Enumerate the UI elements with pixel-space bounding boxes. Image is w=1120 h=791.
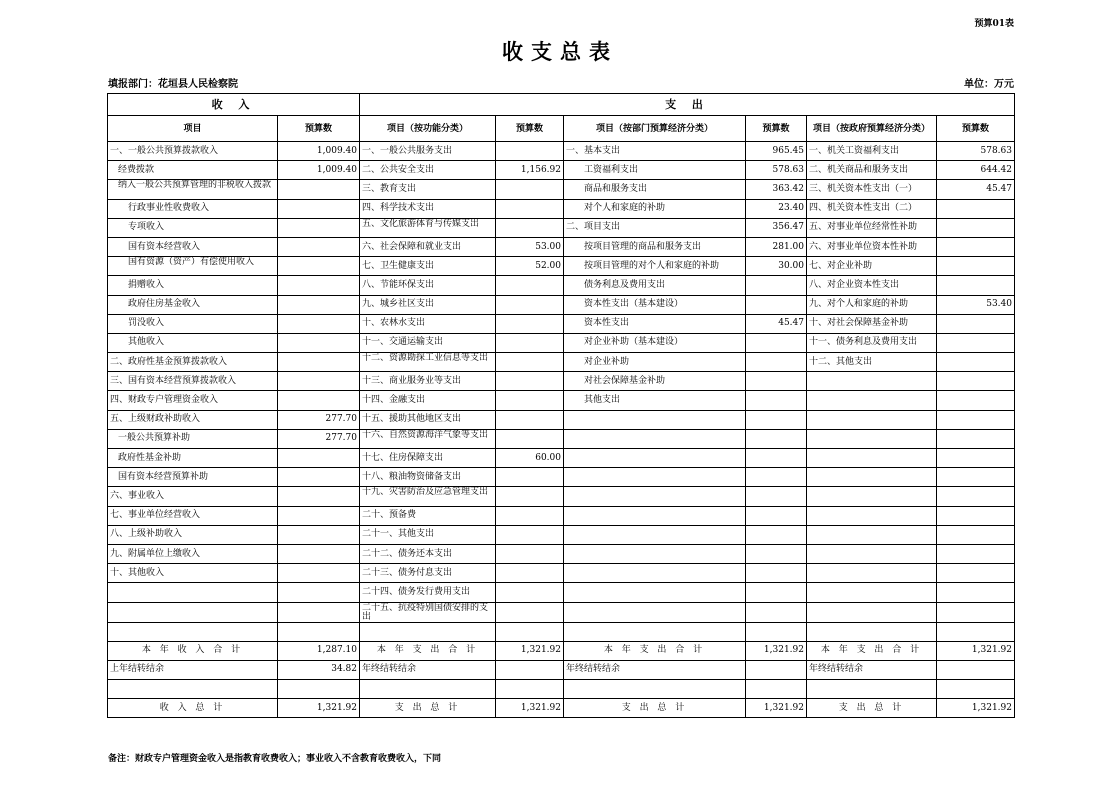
amount-cell <box>937 525 1015 544</box>
blank-cell <box>746 680 807 699</box>
item-cell <box>807 487 937 506</box>
amount-cell <box>496 544 564 563</box>
amount-cell <box>496 199 564 218</box>
footnote: 备注：财政专户管理资金收入是指教育收费收入；事业收入不含教育收费收入，下同 <box>108 754 442 764</box>
table-row <box>108 161 1015 180</box>
amount-cell <box>278 449 360 468</box>
amount-cell: 1,156.92 <box>496 161 564 180</box>
item-cell: 十二、其他支出 <box>807 353 937 372</box>
amount-cell: 53.40 <box>937 295 1015 314</box>
item-cell: 九、对个人和家庭的补助 <box>807 295 937 314</box>
item-cell: 三、教育支出 <box>360 180 496 199</box>
table-row <box>108 372 1015 391</box>
table-row <box>108 544 1015 563</box>
year-expense-total-label: 本 年 支 出 合 计 <box>807 641 937 660</box>
income-grand-total-label: 收 入 总 计 <box>108 699 278 718</box>
amount-cell <box>496 602 564 622</box>
table-row <box>108 487 1015 506</box>
amount-cell <box>746 525 807 544</box>
amount-cell: 45.47 <box>746 314 807 333</box>
item-cell <box>564 622 746 641</box>
amount-cell <box>278 602 360 622</box>
amount-cell <box>746 410 807 429</box>
blank-cell <box>278 680 360 699</box>
item-cell: 一、一般公共服务支出 <box>360 142 496 161</box>
amount-cell <box>496 506 564 525</box>
amount-cell <box>278 237 360 256</box>
column-header: 项目 <box>108 116 278 142</box>
item-cell: 二、公共安全支出 <box>360 161 496 180</box>
amount-cell <box>278 276 360 295</box>
item-cell <box>564 564 746 583</box>
item-cell: 国有资本经营预算补助 <box>108 468 278 487</box>
item-cell: 十、对社会保障基金补助 <box>807 314 937 333</box>
amount-cell <box>496 276 564 295</box>
income-grand-total-value: 1,321.92 <box>278 699 360 718</box>
amount-cell <box>496 353 564 372</box>
item-cell <box>564 602 746 622</box>
amount-cell <box>496 564 564 583</box>
table-row <box>108 622 1015 641</box>
item-cell: 四、科学技术支出 <box>360 199 496 218</box>
item-cell: 政府住房基金收入 <box>108 295 278 314</box>
expense-grand-total-label: 支 出 总 计 <box>807 699 937 718</box>
amount-cell <box>937 333 1015 352</box>
year-income-total-label: 本 年 收 入 合 计 <box>108 641 278 660</box>
amount-cell <box>937 622 1015 641</box>
item-cell <box>564 429 746 448</box>
item-cell <box>807 506 937 525</box>
item-cell <box>564 583 746 602</box>
item-cell: 四、机关资本性支出（二） <box>807 199 937 218</box>
prev-carry-label: 上年结转结余 <box>108 660 278 679</box>
amount-cell <box>278 564 360 583</box>
amount-cell <box>937 468 1015 487</box>
item-cell: 一、一般公共预算拨款收入 <box>108 142 278 161</box>
table-row <box>108 333 1015 352</box>
expense-grand-total-value: 1,321.92 <box>937 699 1015 718</box>
amount-cell <box>746 487 807 506</box>
item-cell: 十四、金融支出 <box>360 391 496 410</box>
item-cell: 国有资本经营收入 <box>108 237 278 256</box>
item-cell <box>807 468 937 487</box>
amount-cell <box>937 564 1015 583</box>
amount-cell <box>278 583 360 602</box>
item-cell: 十、农林水支出 <box>360 314 496 333</box>
blank-cell <box>564 680 746 699</box>
amount-cell <box>746 391 807 410</box>
item-cell: 一、机关工资福利支出 <box>807 142 937 161</box>
table-row <box>108 142 1015 161</box>
amount-cell <box>278 218 360 237</box>
amount-cell <box>746 333 807 352</box>
item-cell: 按项目管理的对个人和家庭的补助 <box>564 257 746 276</box>
amount-cell <box>937 372 1015 391</box>
amount-cell: 363.42 <box>746 180 807 199</box>
column-header: 项目（按部门预算经济分类） <box>564 116 746 142</box>
amount-cell <box>496 333 564 352</box>
item-cell: 十三、商业服务业等支出 <box>360 372 496 391</box>
amount-cell <box>278 180 360 199</box>
amount-cell <box>278 391 360 410</box>
item-cell: 十六、自然资源海洋气象等支出 <box>360 429 496 448</box>
amount-cell: 281.00 <box>746 237 807 256</box>
column-header: 预算数 <box>278 116 360 142</box>
table-row <box>108 353 1015 372</box>
item-cell: 二十二、债务还本支出 <box>360 544 496 563</box>
prev-carry-value: 34.82 <box>278 660 360 679</box>
amount-cell <box>496 429 564 448</box>
amount-cell <box>937 487 1015 506</box>
amount-cell: 277.70 <box>278 429 360 448</box>
amount-cell <box>278 199 360 218</box>
page-title: 收支总表 <box>502 39 618 64</box>
blank-cell <box>360 680 496 699</box>
item-cell: 二、政府性基金预算拨款收入 <box>108 353 278 372</box>
item-cell <box>564 410 746 429</box>
column-header: 预算数 <box>496 116 564 142</box>
column-header: 项目（按政府预算经济分类） <box>807 116 937 142</box>
table-row <box>108 602 1015 622</box>
blank-cell <box>937 680 1015 699</box>
year-income-total-value: 1,287.10 <box>278 641 360 660</box>
item-cell: 一、基本支出 <box>564 142 746 161</box>
amount-cell <box>937 199 1015 218</box>
table-row <box>108 506 1015 525</box>
income-section-header: 收 入 <box>108 94 360 116</box>
amount-cell <box>937 449 1015 468</box>
item-cell: 二十五、抗疫特别国债安排的支出 <box>360 602 496 622</box>
amount-cell <box>496 468 564 487</box>
item-cell <box>807 429 937 448</box>
amount-cell <box>278 525 360 544</box>
item-cell: 二、项目支出 <box>564 218 746 237</box>
amount-cell: 277.70 <box>278 410 360 429</box>
item-cell <box>807 410 937 429</box>
amount-cell <box>746 564 807 583</box>
department-label: 填报部门：花垣县人民检察院 <box>108 79 238 90</box>
item-cell <box>108 622 278 641</box>
blank-row <box>108 680 1015 699</box>
amount-cell <box>278 544 360 563</box>
item-cell: 三、机关资本性支出（一） <box>807 180 937 199</box>
amount-cell: 52.00 <box>496 257 564 276</box>
item-cell: 对社会保障基金补助 <box>564 372 746 391</box>
end-carry-value <box>496 660 564 679</box>
table-row <box>108 237 1015 256</box>
item-cell: 二十三、债务付息支出 <box>360 564 496 583</box>
item-cell: 对个人和家庭的补助 <box>564 199 746 218</box>
item-cell: 对企业补助 <box>564 353 746 372</box>
item-cell <box>807 622 937 641</box>
item-cell: 十二、资源勘探工业信息等支出 <box>360 353 496 372</box>
item-cell: 其他支出 <box>564 391 746 410</box>
table-row <box>108 410 1015 429</box>
year-expense-total-value: 1,321.92 <box>496 641 564 660</box>
amount-cell <box>278 333 360 352</box>
end-carry-value <box>937 660 1015 679</box>
item-cell <box>564 468 746 487</box>
item-cell: 债务利息及费用支出 <box>564 276 746 295</box>
item-cell: 政府性基金补助 <box>108 449 278 468</box>
table-number: 预算01表 <box>974 19 1014 29</box>
amount-cell: 53.00 <box>496 237 564 256</box>
item-cell: 十、其他收入 <box>108 564 278 583</box>
amount-cell <box>496 391 564 410</box>
item-cell: 八、上级补助收入 <box>108 525 278 544</box>
end-carry-label: 年终结转结余 <box>807 660 937 679</box>
year-expense-total-value: 1,321.92 <box>746 641 807 660</box>
amount-cell <box>937 314 1015 333</box>
item-cell: 行政事业性收费收入 <box>108 199 278 218</box>
blank-cell <box>496 680 564 699</box>
amount-cell <box>278 487 360 506</box>
end-carry-label: 年终结转结余 <box>564 660 746 679</box>
table-row <box>108 314 1015 333</box>
item-cell <box>564 506 746 525</box>
amount-cell <box>496 218 564 237</box>
amount-cell <box>937 602 1015 622</box>
item-cell: 十七、住房保障支出 <box>360 449 496 468</box>
blank-cell <box>807 680 937 699</box>
table-row <box>108 199 1015 218</box>
item-cell: 按项目管理的商品和服务支出 <box>564 237 746 256</box>
item-cell: 六、社会保障和就业支出 <box>360 237 496 256</box>
table-row <box>108 449 1015 468</box>
column-header: 预算数 <box>937 116 1015 142</box>
amount-cell: 60.00 <box>496 449 564 468</box>
amount-cell <box>937 276 1015 295</box>
table-row <box>108 218 1015 237</box>
table-row <box>108 468 1015 487</box>
amount-cell <box>746 583 807 602</box>
item-cell: 五、对事业单位经常性补助 <box>807 218 937 237</box>
item-cell <box>360 622 496 641</box>
item-cell <box>807 525 937 544</box>
amount-cell <box>746 622 807 641</box>
amount-cell <box>278 506 360 525</box>
item-cell: 六、对事业单位资本性补助 <box>807 237 937 256</box>
table-row <box>108 295 1015 314</box>
item-cell <box>807 583 937 602</box>
item-cell <box>564 544 746 563</box>
amount-cell <box>746 468 807 487</box>
carry-over-row <box>108 660 1015 679</box>
year-total-row <box>108 641 1015 660</box>
amount-cell <box>746 276 807 295</box>
item-cell: 八、节能环保支出 <box>360 276 496 295</box>
budget-table <box>107 93 1015 718</box>
amount-cell <box>496 525 564 544</box>
item-cell: 四、财政专户管理资金收入 <box>108 391 278 410</box>
item-cell <box>564 525 746 544</box>
table-row <box>108 429 1015 448</box>
amount-cell <box>937 257 1015 276</box>
item-cell <box>564 449 746 468</box>
grand-total-row <box>108 699 1015 718</box>
item-cell: 对企业补助（基本建设） <box>564 333 746 352</box>
amount-cell <box>937 391 1015 410</box>
item-cell: 七、事业单位经营收入 <box>108 506 278 525</box>
amount-cell: 45.47 <box>937 180 1015 199</box>
table-row <box>108 564 1015 583</box>
amount-cell <box>496 622 564 641</box>
amount-cell <box>937 218 1015 237</box>
item-cell: 捐赠收入 <box>108 276 278 295</box>
amount-cell <box>746 506 807 525</box>
amount-cell: 1,009.40 <box>278 161 360 180</box>
amount-cell <box>937 237 1015 256</box>
amount-cell <box>496 372 564 391</box>
item-cell <box>807 391 937 410</box>
item-cell <box>807 602 937 622</box>
item-cell: 二十、预备费 <box>360 506 496 525</box>
year-expense-total-label: 本 年 支 出 合 计 <box>360 641 496 660</box>
item-cell: 五、文化旅游体育与传媒支出 <box>360 218 496 237</box>
expense-grand-total-value: 1,321.92 <box>746 699 807 718</box>
column-header: 项目（按功能分类） <box>360 116 496 142</box>
amount-cell: 965.45 <box>746 142 807 161</box>
amount-cell <box>746 602 807 622</box>
item-cell: 一般公共预算补助 <box>108 429 278 448</box>
year-expense-total-label: 本 年 支 出 合 计 <box>564 641 746 660</box>
item-cell: 七、卫生健康支出 <box>360 257 496 276</box>
amount-cell: 30.00 <box>746 257 807 276</box>
item-cell: 纳入一般公共预算管理的非税收入拨款 <box>108 180 278 199</box>
amount-cell <box>496 295 564 314</box>
unit-label: 单位：万元 <box>964 79 1014 90</box>
item-cell: 十九、灾害防治及应急管理支出 <box>360 487 496 506</box>
item-cell <box>807 449 937 468</box>
amount-cell: 578.63 <box>937 142 1015 161</box>
amount-cell: 23.40 <box>746 199 807 218</box>
item-cell: 八、对企业资本性支出 <box>807 276 937 295</box>
amount-cell: 644.42 <box>937 161 1015 180</box>
blank-cell <box>108 680 278 699</box>
amount-cell <box>278 257 360 276</box>
table-row <box>108 525 1015 544</box>
item-cell: 其他收入 <box>108 333 278 352</box>
item-cell: 二十一、其他支出 <box>360 525 496 544</box>
expense-section-header: 支 出 <box>360 94 1015 116</box>
amount-cell <box>746 449 807 468</box>
column-header-row <box>108 116 1015 142</box>
table-row <box>108 180 1015 199</box>
item-cell: 二十四、债务发行费用支出 <box>360 583 496 602</box>
expense-grand-total-label: 支 出 总 计 <box>564 699 746 718</box>
amount-cell <box>278 353 360 372</box>
amount-cell <box>937 353 1015 372</box>
expense-grand-total-value: 1,321.92 <box>496 699 564 718</box>
item-cell <box>108 602 278 622</box>
amount-cell <box>278 314 360 333</box>
amount-cell <box>496 487 564 506</box>
amount-cell <box>278 295 360 314</box>
item-cell: 十八、粮油物资储备支出 <box>360 468 496 487</box>
item-cell: 商品和服务支出 <box>564 180 746 199</box>
amount-cell <box>278 372 360 391</box>
item-cell <box>564 487 746 506</box>
amount-cell: 1,009.40 <box>278 142 360 161</box>
item-cell: 十一、交通运输支出 <box>360 333 496 352</box>
amount-cell <box>278 468 360 487</box>
expense-grand-total-label: 支 出 总 计 <box>360 699 496 718</box>
end-carry-label: 年终结转结余 <box>360 660 496 679</box>
table-row <box>108 583 1015 602</box>
item-cell: 经费拨款 <box>108 161 278 180</box>
item-cell <box>807 372 937 391</box>
table-row <box>108 391 1015 410</box>
amount-cell <box>937 544 1015 563</box>
item-cell: 六、事业收入 <box>108 487 278 506</box>
amount-cell: 356.47 <box>746 218 807 237</box>
amount-cell <box>746 429 807 448</box>
item-cell: 专项收入 <box>108 218 278 237</box>
amount-cell <box>278 622 360 641</box>
amount-cell <box>937 583 1015 602</box>
item-cell: 九、附属单位上缴收入 <box>108 544 278 563</box>
amount-cell <box>496 314 564 333</box>
amount-cell <box>496 180 564 199</box>
item-cell: 工资福利支出 <box>564 161 746 180</box>
year-expense-total-value: 1,321.92 <box>937 641 1015 660</box>
item-cell: 国有资源（资产）有偿使用收入 <box>108 257 278 276</box>
amount-cell <box>746 295 807 314</box>
item-cell: 九、城乡社区支出 <box>360 295 496 314</box>
amount-cell <box>746 353 807 372</box>
amount-cell <box>496 142 564 161</box>
item-cell <box>108 583 278 602</box>
table-row <box>108 257 1015 276</box>
amount-cell <box>937 506 1015 525</box>
item-cell: 七、对企业补助 <box>807 257 937 276</box>
amount-cell <box>496 410 564 429</box>
item-cell: 资本性支出 <box>564 314 746 333</box>
item-cell <box>807 544 937 563</box>
amount-cell <box>746 544 807 563</box>
amount-cell <box>937 429 1015 448</box>
item-cell: 二、机关商品和服务支出 <box>807 161 937 180</box>
end-carry-value <box>746 660 807 679</box>
table-row <box>108 276 1015 295</box>
section-header-row <box>108 94 1015 116</box>
amount-cell: 578.63 <box>746 161 807 180</box>
item-cell: 十五、援助其他地区支出 <box>360 410 496 429</box>
item-cell: 资本性支出（基本建设） <box>564 295 746 314</box>
item-cell: 十一、债务利息及费用支出 <box>807 333 937 352</box>
amount-cell <box>496 583 564 602</box>
item-cell <box>807 564 937 583</box>
amount-cell <box>937 410 1015 429</box>
item-cell: 罚没收入 <box>108 314 278 333</box>
amount-cell <box>746 372 807 391</box>
column-header: 预算数 <box>746 116 807 142</box>
item-cell: 五、上级财政补助收入 <box>108 410 278 429</box>
item-cell: 三、国有资本经营预算拨款收入 <box>108 372 278 391</box>
